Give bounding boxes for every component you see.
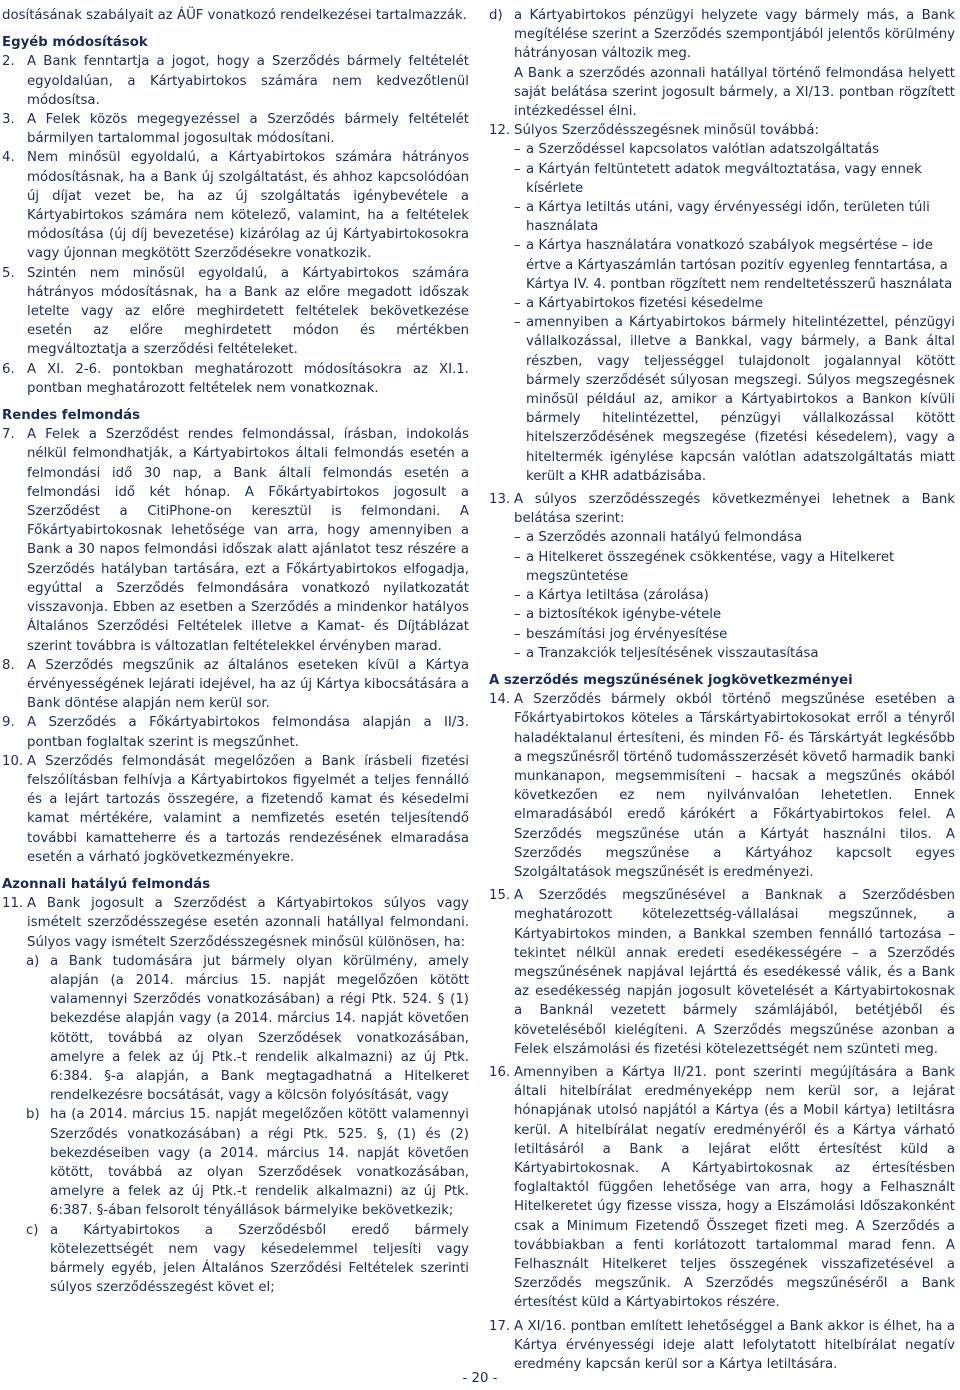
- item-text: A Szerződés megszűnésével a Banknak a Szerződésben meghatározott kötelezettség-vállalásai megszűnnek, a Kártyabirtokos minden, a Bankkal szemben fennálló tartozása – tekintet nélkül annak eredeti esedékességére – a Szerződés megszűnésének napjával lejárttá és esedékessé válik, és a Bank az esedékesség napján jogosult követelését a Kártyabirtokosnak a Banknál vezetett bármely számlájából, betétjéből és követeléséből kielégíteni. A Szerződés megszűnése azonban a Felek elszámolási és fizetési kötelezettségét nem szünteti meg.: [514, 888, 955, 1057]
- list-item-17: [489, 1317, 955, 1375]
- item-text: A Szerződés felmondását megelőzően a Bank írásbeli fizetési felszólításban felhívja a Kártyabirtokos figyelmét a teljes fennálló és a lejárt tartozás összegére, a fizetendő kamat és késedelmi kamat mértékére, valamint a nemfizetés esetén teljesítendő további kamatteherre és a tartozás rendezésének elmaradása esetén a várható jogkövetkezményekre.: [27, 753, 469, 865]
- dash-item-text: a Tranzakciók teljesítésének visszautasítása: [526, 645, 819, 661]
- section-heading-immediate-termination: Azonnali hatályú felmondás: [2, 876, 211, 892]
- sub-item-b: [2, 1105, 469, 1220]
- sub-item-text: a Kártyabirtokos pénzügyi helyzete vagy bármely más, a Bank megítélése szerint a Szerződés szempontjából jelentős körülmény hátrányosan változik meg.: [514, 8, 955, 62]
- item-text: A Bank jogosult a Szerződést a Kártyabirtokos súlyos vagy ismételt szerződésszegése esetén azonnali hatállyal felmondani. Súlyos vagy ismételt Szerződésszegésnek minősül különösen, ha:: [27, 896, 469, 950]
- list-item-7: [2, 425, 469, 655]
- page-number: - 20 -: [462, 1371, 498, 1386]
- item-number: 16.: [489, 1064, 511, 1080]
- list-item-6: [2, 360, 469, 398]
- list-item-4: [2, 148, 469, 263]
- item-number: 15.: [489, 888, 511, 904]
- item-number: 3.: [2, 112, 15, 128]
- dash-item-text: a Kártya letiltás utáni, vagy érvényességi időn, területen túli használata: [526, 200, 930, 235]
- note-paragraph: A Bank a szerződés azonnali hatállyal történő felmondása helyett saját belátása szerint jogosult bármely, a XI/13. pontban rögzített intézkedéssel élni.: [514, 65, 955, 120]
- list-item-13: [489, 490, 955, 528]
- item-number: 14.: [489, 692, 511, 708]
- list-item-10: [2, 752, 469, 867]
- sub-item-letter: d): [489, 8, 503, 23]
- item-number: 13.: [489, 492, 511, 508]
- item-text: A súlyos szerződésszegés következményei lehetnek a Bank belátása szerint:: [514, 492, 955, 527]
- list-item-3: [2, 110, 469, 148]
- sub-item-a: [2, 952, 469, 1106]
- item-text: Súlyos Szerződésszegésnek minősül továbbá:: [514, 123, 819, 139]
- item-text: A Bank fenntartja a jogot, hogy a Szerződés bármely feltételét egyoldalúan, a Kártyabirtokos számára nem kedvezőtlenül módosítsa.: [27, 54, 469, 108]
- dash-item-text: a Kártya használatára vonatkozó szabályok megsértése – ide értve a Kártyaszámlán tartósan pozitív egyenleg fenntartása, a Kártya IV. 4. pontban rögzített nem rendeltetésszerű használata: [526, 238, 953, 292]
- item-text: Nem minősül egyoldalú, a Kártyabirtokos számára hátrányos módosításnak, ha a Bank új szolgáltatást, és ahhoz kapcsolódóan új díjat vezet be, ha az új szolgáltatás igénybevétele a Kártyabirtokos számára nem kötelező, valamint, ha a feltételek módosítása (új díj bevezetése) kizárólag az új Kártyabirtokosokra vagy újonnan megkötött Szerződésekre vonatkozik.: [27, 150, 469, 262]
- item-number: 10.: [2, 753, 24, 769]
- dash-list-item: – a Kártya használatára vonatkozó szabályok megsértése – ide értve a Kártyaszámlán tartósan pozitív egyenleg fenntartása, a Kártya IV. 4. pontban rögzített nem rendeltetésszerű használata: [514, 238, 953, 292]
- dash-item-text: amennyiben a Kártyabirtokos bármely hitelintézettel, pénzügyi vállalkozással, illetve a Bankkal, vagy bármely, a Bank által részben, vagy teljességgel tulajdonolt jogalannyal kötött bármely szerződését súlyosan megszegi. Súlyos megszegésnek minősül például az, amikor a Kártyabirtokos a Bankon kívüli bármely hitelintézettel, pénzügyi vállalkozással kötött hitelszerződésének megszegése (fizetési késedelem), vagy a hiteltermék igénylése kapcsán valótlan adatszolgáltatás miatt került a KHR adatbázisába.: [526, 315, 955, 484]
- item-number: 7.: [2, 427, 15, 443]
- item-text: A XI. 2-6. pontokban meghatározott módosításokra az XI.1. pontban meghatározott feltételek nem vonatkoznak.: [27, 361, 469, 396]
- dash-list-item: – beszámítási jog érvényesítése: [514, 626, 728, 642]
- item-text: Szintén nem minősül egyoldalú, a Kártyabirtokos számára hátrányos módosításnak, ha a Bank az előre megadott időszak letelte vagy az előre meghirdetett feltételek bekövetkezése esetén az előre meghirdetett módon és mértékben megváltoztatja a szerződési feltételeket.: [27, 265, 469, 358]
- item-text: A Felek a Szerződést rendes felmondással, írásban, indokolás nélkül felmondhatják, a Kártyabirtokos általi felmondás esetén a felmondási idő 30 nap, a Bank általi felmondás esetén a felmondási idő két hónap. A Főkártyabirtokos jogosult a Szerződést a CitiPhone-on keresztül is felmondani. A Főkártyabirtokosnak lehetősége van arra, hogy amennyiben a Bank a 30 napos felmondási időszak alatt ajánlatot tesz részére a Szerződés hatályban tartására, ezt a Főkártyabirtokos elfogadja, egyúttal a Szerződés felmondására vonatkozó nyilatkozatát visszavonja. Ebben az esetben a Szerződés a mindenkor hatályos Általános Szerződési Feltételek illetve a Kamat- és Díjtáblázat szerint továbbra is változatlan feltételekkel érvényben marad.: [27, 427, 469, 654]
- dash-list-item: – a Kártyabirtokos fizetési késedelme: [514, 296, 763, 312]
- sub-item-d: [489, 6, 955, 64]
- dash-item-text: a biztosítékok igénybe-vétele: [526, 607, 722, 623]
- list-item-12: [489, 121, 955, 140]
- dash-list-item: – a biztosítékok igénybe-vétele: [514, 607, 722, 623]
- dash-list-item: – a Kártya letiltása (zárolása): [514, 588, 709, 604]
- item-number: 5.: [2, 265, 15, 281]
- item-number: 9.: [2, 715, 15, 731]
- left-column: [2, 6, 469, 1297]
- list-item-14: [489, 690, 955, 882]
- item-number: 17.: [489, 1318, 511, 1334]
- sub-item-text: ha (a 2014. március 15. napját megelőzően kötött valamennyi Szerződés vonatkozásában) a régi Ptk. 525. §, (1) és (2) bekezdéseiben vagy (a 2014. március 14. napját követően kötött, továbbá az olyan Szerződések vonatkozásában, amelyre a felek az új Ptk.-t rendelik alkalmazni) az új Ptk. 6:387. §-ában felsorolt tényállások bármelyike bekövetkezik;: [50, 1107, 469, 1219]
- right-column: [489, 6, 955, 1374]
- item-text: A Szerződés megszűnik az általános eseteken kívül a Kártya érvényességének lejárati idejével, ha az új Kártya kibocsátására a Bank döntése alapján nem kerül sor.: [27, 657, 469, 712]
- list-item-2: [2, 52, 469, 110]
- list-item-11: [2, 894, 469, 952]
- continued-text: dosításának szabályait az ÁÜF vonatkozó rendelkezései tartalmazzák.: [2, 8, 467, 23]
- dash-list-item: – a Kártya letiltás utáni, vagy érvényességi időn, területen túli használata: [514, 200, 930, 235]
- sub-item-letter: c): [26, 1222, 39, 1238]
- dash-list-13: [489, 528, 955, 662]
- item-number: 2.: [2, 54, 15, 70]
- sub-item-letter: b): [26, 1107, 40, 1123]
- list-item-16: [489, 1063, 955, 1313]
- dash-list-item: – a Kártyán feltüntetett adatok megváltoztatása, vagy ennek kísérlete: [514, 161, 922, 196]
- list-item-8: [2, 656, 469, 714]
- dash-list-12: [489, 140, 955, 486]
- sub-item-text: a Kártyabirtokos a Szerződésből eredő bármely kötelezettségét nem vagy késedelemmel teljesíti vagy bármely egyéb, jelen Általános Szerződési Feltételek szerinti súlyos szerződésszegést követ el;: [50, 1222, 469, 1296]
- sub-item-letter: a): [26, 953, 40, 969]
- list-item-5: [2, 264, 469, 360]
- dash-list-item: – a Hitelkeret összegének csökkentése, vagy a Hitelkeret megszüntetése: [514, 549, 895, 584]
- dash-item-text: a Szerződéssel kapcsolatos valótlan adatszolgáltatás: [526, 142, 880, 158]
- item-text: A Felek közös megegyezéssel a Szerződés bármely feltételét bármilyen tartalommal jogosultak módosítani.: [27, 112, 469, 147]
- dash-item-text: beszámítási jog érvényesítése: [526, 626, 728, 642]
- section-heading-other-modifications: Egyéb módosítások: [2, 35, 148, 51]
- item-text: A Szerződés bármely okból történő megszűnése esetében a Főkártyabirtokos köteles a Társkártyabirtokosokat erről a tényről haladéktalanul értesíteni, és minden Fő- és Társkártyát legkésőbb a megszűnésről történő tudomásszerzését követő harmadik banki munkanapon, megsemmisíteni – hacsak a megszűnés okából következően ez nem nyilvánvalóan lehetetlen. Ennek elmaradásából eredő kárókért a Főkártyabirtokos felel. A Szerződés megszűnése után a Kártyát használni tilos. A Szerződés megszűnése a Kártyához kapcsolt egyes Szolgáltatások megszűnését is eredményezi.: [514, 692, 955, 880]
- dash-list-item: – a Szerződés azonnali hatályú felmondása: [514, 530, 803, 546]
- item-text: Amennyiben a Kártya II/21. pont szerinti megújítására a Bank általi hitelbírálat eredményeképp nem kerül sor, a lejárat hónapjának utolsó napjától a Kártya (és a Mobil kártya) letiltásra kerül. A hitelbírálat negatív eredményéről és a Kártya várható letiltásáról a Bank a lejárat előtt értesítést küld a Kártyabirtokosnak. A Kártyabirtokosnak az értesítésben foglaltaktól függően lehetősége van arra, hogy a Felhasznált Hitelkeretet úgy fizesse vissza, hogy a Elszámolási Időszakonként csak a Minimum Fizetendő Összeget fizeti meg. A Szerződés a továbbiakban a fenti korlátozott tartalommal marad fenn. A Felhasznált Hitelkeret teljes összegének visszafizetésével a Szerződés megszűnik. A Szerződés megszűnéséről a Bank értesítést küld a Kártyabirtokos részére.: [514, 1064, 955, 1311]
- section-heading-termination-consequences: A szerződés megszűnésének jogkövetkezményei: [489, 672, 853, 688]
- item-text: A Szerződés a Főkártyabirtokos felmondása alapján a II/3. pontban foglaltak szerint is megszűnhet.: [27, 715, 469, 750]
- dash-item-text: a Kártyabirtokos fizetési késedelme: [526, 296, 763, 312]
- section-heading-ordinary-termination: Rendes felmondás: [2, 408, 141, 424]
- dash-item-text: a Kártyán feltüntetett adatok megváltoztatása, vagy ennek kísérlete: [526, 161, 922, 196]
- sub-item-text: a Bank tudomására jut bármely olyan körülmény, amely alapján (a 2014. március 15. napját megelőzően kötött valamennyi Szerződés vonatkozásában) a régi Ptk. 524. § (1) bekezdése alapján vagy (a 2014. március 14. napját követően kötött, továbbá az olyan Szerződések vonatkozásában, amelyre a felek az új Ptk.-t rendelik alkalmazni) az új Ptk. 6:384. §-a alapján, a Bank megtagadhatná a Hitelkeret rendelkezésre bocsátását, vagy a kölcsön folyósítását, vagy: [50, 953, 469, 1104]
- item-text: A XI/16. pontban említett lehetőséggel a Bank akkor is élhet, ha a Kártya érvényességi ideje alatt lefolytatott hitelbírálat negatív eredmény kapcsán kerül sor a Kártya letiltására.: [514, 1318, 955, 1373]
- dash-item-text: a Hitelkeret összegének csökkentése, vagy a Hitelkeret megszüntetése: [526, 549, 895, 584]
- list-item-9: [2, 713, 469, 751]
- dash-list-item: – a Szerződéssel kapcsolatos valótlan adatszolgáltatás: [514, 142, 880, 158]
- item-number: 12.: [489, 123, 511, 139]
- item-number: 8.: [2, 657, 15, 673]
- dash-list-item: – amennyiben a Kártyabirtokos bármely hitelintézettel, pénzügyi vállalkozással, illetve a Bankkal, vagy bármely, a Bank által részben, vagy teljességgel tulajdonolt jogalannyal kötött bármely szerződését súlyosan megszegi. Súlyos megszegésnek minősül például az, amikor a Kártyabirtokos a Bankon kívüli bármely hitelintézettel, pénzügyi vállalkozással kötött hitelszerződésének megszegése (fizetési késedelem), vagy a hiteltermék igénylése kapcsán valótlan adatszolgáltatás miatt került a KHR adatbázisába.: [514, 315, 955, 484]
- item-number: 6.: [2, 361, 15, 377]
- dash-item-text: a Kártya letiltása (zárolása): [526, 588, 709, 604]
- dash-list-item: – a Tranzakciók teljesítésének visszautasítása: [514, 645, 819, 661]
- sub-item-c: [2, 1221, 469, 1298]
- item-number: 11.: [2, 896, 24, 912]
- list-item-15: [489, 886, 955, 1059]
- item-number: 4.: [2, 150, 15, 166]
- dash-item-text: a Szerződés azonnali hatályú felmondása: [526, 530, 803, 546]
